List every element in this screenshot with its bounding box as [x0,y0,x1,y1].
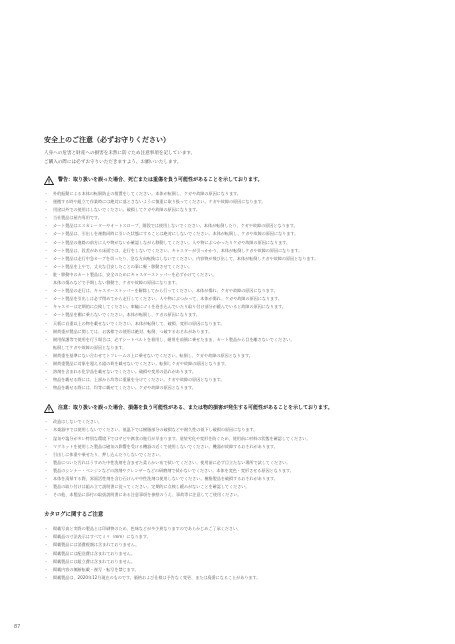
intro-text [44,149,416,167]
list-item: ・ マグネットを使用した製品は磁気の影響を受ける機器の近くで使用しないでください。機器が故障するおそれがあります。 [44,443,416,451]
list-item: ・ 耐荷重製品に対象を超える組の荷を載せないでください。転倒しケガや故障の原因となります。 [44,360,416,368]
list-item: ・ 掲載製品には配送費は含まれておりません。 [44,550,416,558]
list-item: ・ 耐用保護等で使用を行う場合は、必ずシートベルトを着用し、耐用を前倒に乗せたまま、カート製品から目を離さないでください。 [44,336,416,344]
list-item: ・ カート製品を引出しは必ず閉めてから走行してください。人や物にぶつかって、本体が傷れ、ケガや故障の原因になります。 [44,295,416,303]
caution-list [44,418,416,499]
warning-heading-text: 警告：取り扱いを誤った場合、死亡または重傷を負う可能性があることを示しております。 [58,177,263,183]
list-item: ・ 物品を載せる際には、上部から均等に重量を分けてください。ケガや故障の原因となります。 [44,376,416,384]
list-item: ・ 耐荷重を基準にない合わせてトフレームの上に乗せないでください。転倒し、ケガや故障の原因となります。 [44,352,416,360]
list-item: ・ カート製品の進路の前方に人や物がないか確認しながら移動してください。人や物にぶつかったりケガや故障の原因になります。 [44,239,416,247]
list-item: ・ 製品のシンナー・ベンジンなどの溶剤やクレンザーなどの研磨剤で拭かないでください。本体を変色・変形させる原因となります。 [44,467,416,475]
list-item: ・ カート製品は、段差がある床面では、走行をしないでください。キャスターが引っかかり、本体が転倒しケガや故障の原因になります。 [44,247,416,255]
list-item: ・ カート製品の走行は、キャスターストッパーを解除してから行ってください。本体が傷れ、ケガや故障の原因になります。 [44,287,416,295]
list-item: ・ 耐荷重が製品に関しては、お客様での使用は絶対、転倒、つ破するおそれがあります。 [44,328,416,336]
page-number: 87 [14,624,21,630]
list-item: ・ 掲載製品には組立費は含まれておりません。 [44,558,416,566]
list-item: ・ 当社製品は屋内専用です。 [44,214,416,222]
section-title: 安全上のご注意（必ずお守りください） [44,136,170,144]
list-item: ・ 木楽器中では使用しないでください。低温下では樹脂部分の破損などや耐久性の低下し破損の原因になります。 [44,426,416,434]
list-item: ・ 用途以外での使用はしないでください。破損してケガや故障の原因になります。 [44,206,416,214]
list-item: ・ カート製品はエスカレーターやオートスロープ、階段では使用しないでください。本体が転倒したり、ケガや故障の原因となります。 [44,222,416,230]
list-item: ・ カート製品を上やで、丈夫な目安したことの事に軽・移動させてください。 [44,263,416,271]
caution-heading [44,404,416,413]
list-item: ・ 改造はしないでください。 [44,418,416,426]
list-item: ・ その他、本製品に添付の取扱説明書にある注意事項を参照のうえ、事故等に注意してご使用ください。 [44,491,416,499]
caution-triangle-icon [44,404,54,413]
safety-notice-section [44,136,416,582]
caution-heading-text: 注意：取り扱いを誤った場合、損傷を負う可能性がある、または物的損害が発生する可能性があることを示しております。 [58,405,333,412]
list-item: ・ カート製品は、引出しを複数同時に引いた状態にすることは絶対にしないでください。本体が転倒し、ケガや故障の原因になります。 [44,230,416,238]
intro-line: ご購入の際には必ずお守りいただきますよう、お願いいたします。 [44,160,182,165]
list-item: ・ 溶剤を含まれる化学品を載せないでください。破損や変形の恐れがあります。 [44,368,416,376]
list-item: 本体の傷みなどで予期しない移動で、ケガや故障の原因になります。 [53,280,180,286]
list-item: ・ 駐・移動中のカート製品は、安全のためにキャスターストッパーを必ずかけてください。 [44,271,416,279]
list-item: ・ カート製品を棚に乗らないでください。本体が転倒し、ケガの原因になります。 [44,311,416,319]
list-item: ・ 物品を載せる際には、均等に載せてください。ケガや故障の原因となります。 [44,384,416,392]
list-item: ・ 掲載写真と実際の製品とは印刷物のため、色味などが多少異なりますのであらかじめご了承ください。 [44,525,416,533]
list-item: ・ 本体を清掃する際、界面活性剤を含む石けんや中性洗剤は使用しないでください。樹脂製品を破損するおそれがあります。 [44,475,416,483]
list-item: ・ 天板に自重以上の物を載せないでください。本体が転倒して、破損、変形の原因になります。 [44,320,416,328]
list-item: ・ 運搬する時や組立て作業時には絶対に落とさないように慎重に取り扱ってください。ケガや故障の原因になります。 [44,198,416,206]
list-item: ・ 掲載内容の無断転載・複写・転写を禁じます。 [44,566,416,574]
list-item: ・ 掲載製品は、2020年12月現在のものです。価格および仕様は予告なく変更、または廃番になることがあります。 [44,574,416,582]
list-item: ・ 掲載品の寸法表示はすべてミリ（mm）になります。 [44,533,416,541]
list-item: 転倒してケガや故障の原因となります。 [53,344,127,350]
list-item: ・ 掲載製品には消費税額は含まれておりません。 [44,541,416,549]
catalog-notice-list [44,525,416,582]
list-item: ・ 湿気や塩分が多い特別な環境下ではサビや腐食の進行が早まります。塗装劣化や変形を防ぐため、使用前に材料の状態を確認してください。 [44,435,416,443]
warning-list [44,190,416,392]
list-item: ・ 引出しに体重や乗せたり、押し込んだりしないでください。 [44,451,416,459]
list-item: ・ キャスターは定期的に点検してください。車輪にゴミを巻き込んでいたり取り付け部分が緩んでいると故障の原因になります。 [44,303,416,311]
list-item: ・ 外的振動による本体の転倒防止の措置をしてください。本体が転倒し、ケガや故障の原因になります。 [44,190,416,198]
list-item: ・ 製品についた汚れはうすめた中性洗剤を含ませた柔らかい布で拭いてください。使用前に必ず目立たない場所で試してください。 [44,459,416,467]
list-item: ・ 製品の取り付けは組み立て説明書に従ってください。定期的に点検し緩みがないことを確認してください。 [44,483,416,491]
warning-triangle-icon [44,176,54,185]
intro-line: 人身への危害と財産への損害を未然に防ぐため注意事項を記しています。 [44,151,196,156]
warning-heading [44,176,416,185]
catalog-notice-title: カタログに関するご注意 [44,512,104,519]
list-item: ・ カート製品は走行中急カーブを切ったり、急な方向転換はしないでください。内容物が飛び出して、本体が転倒しケガや故障の原因となります。 [44,255,416,263]
